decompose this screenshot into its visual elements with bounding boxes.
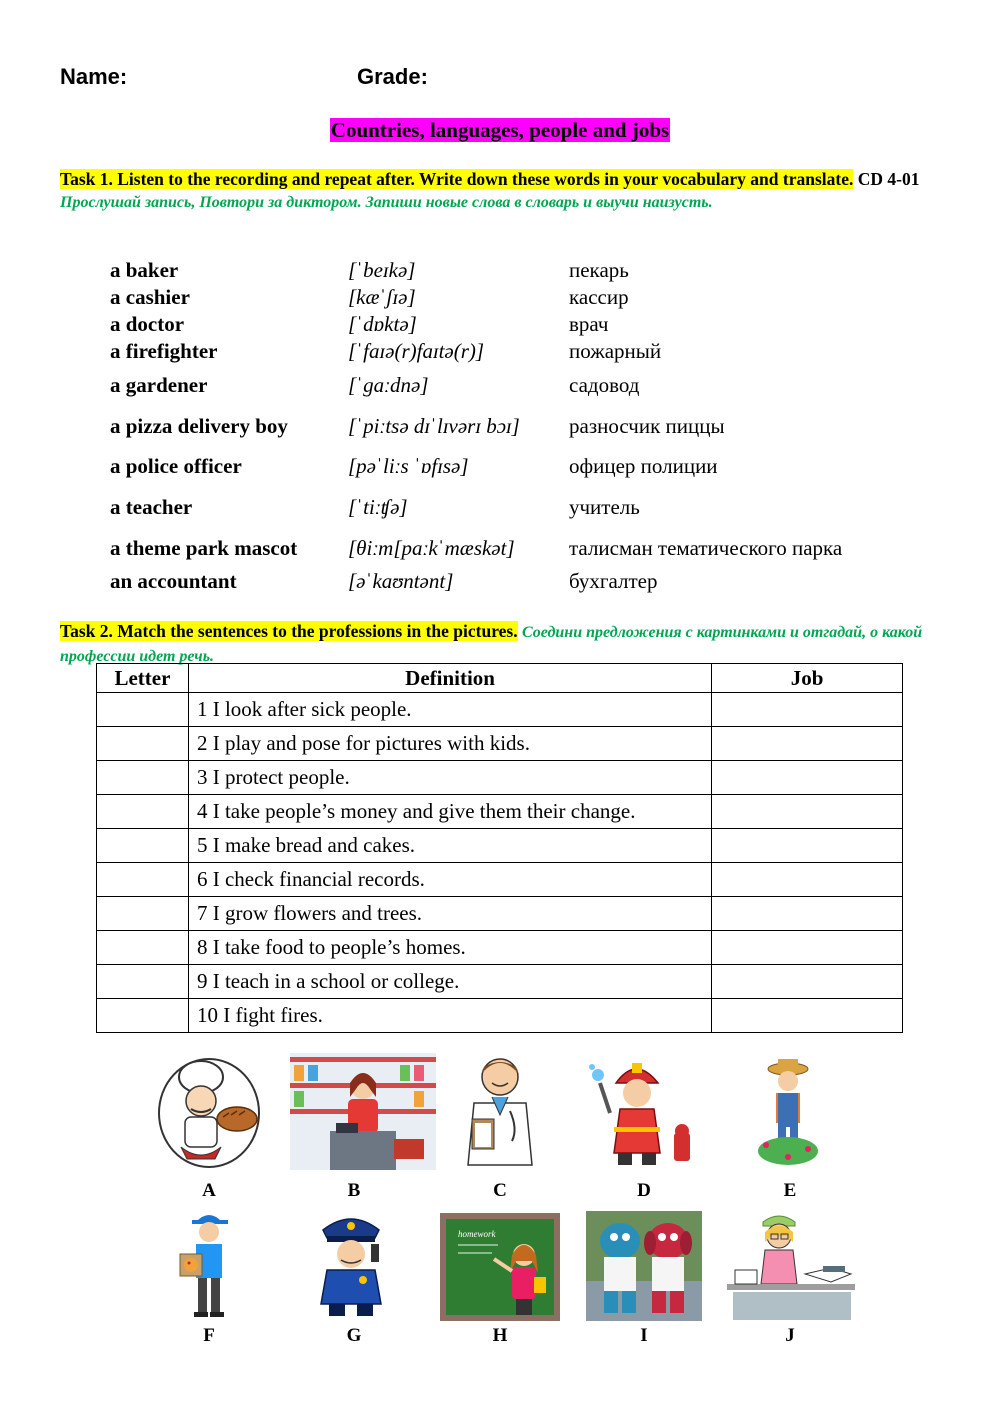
letter-cell[interactable] bbox=[97, 931, 189, 965]
job-cell[interactable] bbox=[712, 727, 903, 761]
vocab-phonetic: [pəˈliːs ˈɒfɪsə] bbox=[348, 454, 469, 478]
task1-cd: CD 4-01 bbox=[857, 169, 920, 189]
pizza-delivery-boy-picture bbox=[178, 1208, 240, 1318]
picture-label-a: A bbox=[202, 1180, 216, 1201]
vocab-phonetic: [ˈfaɪə(r)faɪtə(r)] bbox=[348, 339, 485, 363]
picture-label-b: B bbox=[347, 1180, 361, 1201]
header-definition: Definition bbox=[188, 664, 711, 693]
job-cell[interactable] bbox=[712, 931, 903, 965]
letter-cell[interactable] bbox=[97, 829, 189, 863]
table-row bbox=[97, 829, 903, 863]
doctor-picture bbox=[452, 1053, 548, 1170]
vocab-word: a pizza delivery boy bbox=[110, 414, 288, 438]
theme-park-mascot-picture bbox=[586, 1211, 702, 1321]
vocab-word: an accountant bbox=[110, 569, 237, 593]
header-job: Job bbox=[712, 664, 903, 693]
vocab-translation: пекарь bbox=[569, 258, 629, 282]
vocab-word: a doctor bbox=[110, 312, 185, 336]
letter-cell[interactable] bbox=[97, 727, 189, 761]
vocab-translation: талисман тематического парка bbox=[569, 536, 843, 560]
vocab-word: a theme park mascot bbox=[110, 536, 298, 560]
vocab-translation: офицер полиции bbox=[569, 454, 718, 478]
definition-cell: 2 I play and pose for pictures with kids. bbox=[188, 727, 711, 761]
vocab-translation: врач bbox=[569, 312, 609, 336]
definition-cell: 1 I look after sick people. bbox=[188, 693, 711, 727]
table-row bbox=[97, 999, 903, 1033]
vocab-translation: учитель bbox=[569, 495, 640, 519]
job-cell[interactable] bbox=[712, 761, 903, 795]
job-cell[interactable] bbox=[712, 897, 903, 931]
vocab-phonetic: [θiːm[paːkˈmæskət] bbox=[348, 536, 515, 560]
task2-instructions bbox=[60, 620, 940, 668]
definition-cell: 7 I grow flowers and trees. bbox=[188, 897, 711, 931]
vocab-translation: садовод bbox=[569, 373, 640, 397]
firefighter-picture bbox=[586, 1053, 704, 1170]
picture-label-d: D bbox=[637, 1180, 651, 1201]
letter-cell[interactable] bbox=[97, 999, 189, 1033]
matching-table bbox=[96, 663, 903, 1033]
grade-label: Grade: bbox=[357, 64, 428, 89]
baker-picture bbox=[155, 1055, 263, 1170]
worksheet-title-text: Countries, languages, people and jobs bbox=[330, 118, 670, 142]
letter-cell[interactable] bbox=[97, 795, 189, 829]
picture-label-j: J bbox=[785, 1325, 795, 1346]
police-officer-picture bbox=[301, 1208, 401, 1320]
vocab-translation: пожарный bbox=[569, 339, 662, 363]
table-row bbox=[97, 795, 903, 829]
picture-label-e: E bbox=[783, 1180, 797, 1201]
vocab-translation: кассир bbox=[569, 285, 629, 309]
definition-cell: 10 I fight fires. bbox=[188, 999, 711, 1033]
picture-label-i: I bbox=[640, 1325, 648, 1346]
definition-cell: 9 I teach in a school or college. bbox=[188, 965, 711, 999]
letter-cell[interactable] bbox=[97, 863, 189, 897]
worksheet-title bbox=[0, 118, 1000, 143]
job-cell[interactable] bbox=[712, 693, 903, 727]
name-label: Name: bbox=[60, 64, 128, 89]
table-row bbox=[97, 965, 903, 999]
definition-cell: 8 I take food to people’s homes. bbox=[188, 931, 711, 965]
vocab-phonetic: [ˈpiːtsə dɪˈlɪvərɪ bɔɪ] bbox=[348, 414, 520, 438]
picture-label-f: F bbox=[203, 1325, 215, 1346]
table-row bbox=[97, 761, 903, 795]
table-row bbox=[97, 693, 903, 727]
table-row bbox=[97, 897, 903, 931]
job-cell[interactable] bbox=[712, 999, 903, 1033]
table-row bbox=[97, 931, 903, 965]
vocab-word: a firefighter bbox=[110, 339, 218, 363]
definition-cell: 5 I make bread and cakes. bbox=[188, 829, 711, 863]
letter-cell[interactable] bbox=[97, 897, 189, 931]
task2-russian: Соедини предложения с картинками и отгадай, о какой профессии идет речь. bbox=[60, 624, 923, 665]
vocab-translation: разносчик пиццы bbox=[569, 414, 725, 438]
accountant-picture bbox=[727, 1208, 855, 1322]
job-cell[interactable] bbox=[712, 795, 903, 829]
definition-cell: 6 I check financial records. bbox=[188, 863, 711, 897]
vocab-phonetic: [kæˈʃɪə] bbox=[348, 285, 416, 309]
picture-label-c: C bbox=[493, 1180, 507, 1201]
vocab-phonetic: [ˈtiːʧə] bbox=[348, 495, 408, 519]
letter-cell[interactable] bbox=[97, 693, 189, 727]
teacher-picture bbox=[438, 1211, 562, 1323]
header-letter: Letter bbox=[97, 664, 189, 693]
vocab-word: a teacher bbox=[110, 495, 193, 519]
job-cell[interactable] bbox=[712, 965, 903, 999]
vocab-word: a baker bbox=[110, 258, 179, 282]
vocab-phonetic: [əˈkaʊntənt] bbox=[348, 569, 454, 593]
letter-cell[interactable] bbox=[97, 761, 189, 795]
vocab-phonetic: [ˈdɒktə] bbox=[348, 312, 417, 336]
job-cell[interactable] bbox=[712, 863, 903, 897]
task2-label: Task 2. Match the sentences to the professions in the pictures. bbox=[60, 621, 518, 641]
job-cell[interactable] bbox=[712, 829, 903, 863]
table-header-row bbox=[97, 664, 903, 693]
vocab-word: a police officer bbox=[110, 454, 242, 478]
picture-label-h: H bbox=[492, 1325, 508, 1346]
board-text: homework bbox=[458, 1229, 496, 1239]
vocab-word: a cashier bbox=[110, 285, 190, 309]
definition-cell: 4 I take people’s money and give them their change. bbox=[188, 795, 711, 829]
task1-russian: Прослушай запись, Повтори за диктором. Запиши новые слова в словарь и выучи наизусть. bbox=[60, 194, 713, 211]
task1-label: Task 1. Listen to the recording and repeat after. Write down these words in your vocabulary and translate. bbox=[60, 169, 854, 189]
picture-label-g: G bbox=[346, 1325, 362, 1346]
letter-cell[interactable] bbox=[97, 965, 189, 999]
table-row bbox=[97, 727, 903, 761]
task1-instructions bbox=[60, 168, 940, 214]
vocab-phonetic: [ˈbeɪkə] bbox=[348, 258, 416, 282]
vocab-phonetic: [ˈgaːdnə] bbox=[348, 373, 429, 397]
vocab-translation: бухгалтер bbox=[569, 569, 658, 593]
gardener-picture bbox=[752, 1053, 828, 1170]
definition-cell: 3 I protect people. bbox=[188, 761, 711, 795]
cashier-picture bbox=[290, 1053, 436, 1170]
table-row bbox=[97, 863, 903, 897]
vocab-word: a gardener bbox=[110, 373, 208, 397]
